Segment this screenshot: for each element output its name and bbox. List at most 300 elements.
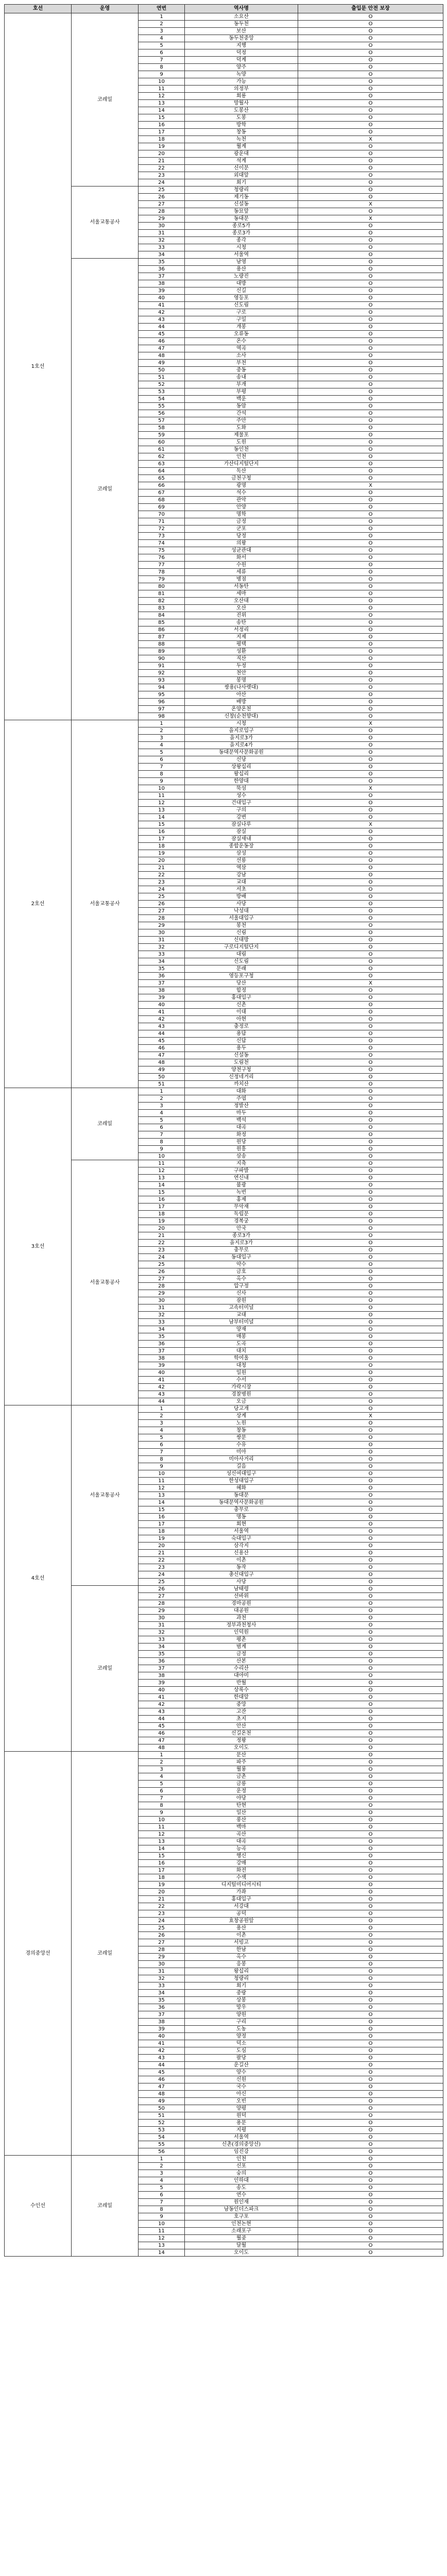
number-cell: 21 — [139, 865, 185, 872]
station-name-cell: 신길 — [185, 287, 298, 295]
door-safety-cell: O — [298, 749, 443, 756]
station-name-cell: 한성대입구 — [185, 1478, 298, 1485]
door-safety-cell: O — [298, 497, 443, 504]
station-name-cell: 간석 — [185, 410, 298, 417]
station-name-cell: 덕정 — [185, 49, 298, 57]
door-safety-cell: O — [298, 828, 443, 836]
door-safety-cell: O — [298, 1276, 443, 1283]
number-cell: 50 — [139, 1074, 185, 1081]
door-safety-cell: O — [298, 706, 443, 713]
station-name-cell: 서빙고 — [185, 1939, 298, 1946]
door-safety-cell: O — [298, 540, 443, 547]
station-name-cell: 상록수 — [185, 1687, 298, 1694]
station-name-cell: 선바위 — [185, 1593, 298, 1600]
door-safety-cell: O — [298, 2199, 443, 2206]
number-cell: 9 — [139, 71, 185, 78]
number-cell: 5 — [139, 749, 185, 756]
number-cell: 15 — [139, 1189, 185, 1196]
header-operator: 운영 — [72, 5, 139, 13]
operator-cell: 코레일 — [72, 1752, 139, 2156]
station-name-cell: 외대앞 — [185, 172, 298, 179]
station-name-cell: 오산대 — [185, 598, 298, 605]
station-name-cell: 신길온천 — [185, 1730, 298, 1737]
door-safety-cell: O — [298, 295, 443, 302]
station-name-cell: 잠실 — [185, 828, 298, 836]
station-name-cell: 아현 — [185, 1016, 298, 1023]
door-safety-cell: O — [298, 1860, 443, 1867]
door-safety-cell: O — [298, 879, 443, 886]
door-safety-cell: O — [298, 2055, 443, 2062]
number-cell: 41 — [139, 1377, 185, 1384]
number-cell: 54 — [139, 2134, 185, 2141]
number-cell: 40 — [139, 295, 185, 302]
station-name-cell: 의왕 — [185, 540, 298, 547]
station-name-cell: 시청 — [185, 720, 298, 727]
station-name-cell: 신림 — [185, 929, 298, 937]
door-safety-cell: O — [298, 2062, 443, 2069]
station-name-cell: 달월 — [185, 2242, 298, 2249]
number-cell: 48 — [139, 1059, 185, 1066]
number-cell: 6 — [139, 756, 185, 764]
station-name-cell: 월계 — [185, 143, 298, 150]
line-cell: 수인선 — [5, 2156, 72, 2257]
station-name-cell: 구일 — [185, 316, 298, 324]
station-name-cell: 숙대입구 — [185, 1535, 298, 1543]
door-safety-cell: O — [298, 114, 443, 122]
door-safety-cell: O — [298, 2105, 443, 2112]
number-cell: 7 — [139, 57, 185, 64]
number-cell: 5 — [139, 1434, 185, 1442]
door-safety-cell: O — [298, 1218, 443, 1225]
door-safety-cell: O — [298, 2040, 443, 2047]
door-safety-cell: O — [298, 1752, 443, 1759]
operator-cell: 코레일 — [72, 2156, 139, 2257]
door-safety-cell: O — [298, 1607, 443, 1615]
door-safety-cell: O — [298, 2076, 443, 2083]
number-cell: 11 — [139, 1160, 185, 1167]
station-name-cell: 도화 — [185, 425, 298, 432]
door-safety-cell: O — [298, 1052, 443, 1059]
station-name-cell: 보산 — [185, 28, 298, 35]
door-safety-cell: O — [298, 511, 443, 518]
number-cell: 43 — [139, 1708, 185, 1716]
number-cell: 24 — [139, 1918, 185, 1925]
station-name-cell: 병점 — [185, 576, 298, 583]
number-cell: 9 — [139, 1463, 185, 1470]
number-cell: 2 — [139, 1095, 185, 1103]
station-name-cell: 도곡 — [185, 1341, 298, 1348]
table-row — [5, 720, 443, 727]
door-safety-cell: O — [298, 1961, 443, 1968]
station-name-cell: 제물포 — [185, 432, 298, 439]
station-name-cell: 대화 — [185, 1088, 298, 1095]
station-name-cell: 동작 — [185, 1564, 298, 1571]
station-name-cell: 수색 — [185, 1874, 298, 1882]
door-safety-cell: O — [298, 287, 443, 295]
door-safety-cell: O — [298, 172, 443, 179]
station-name-cell: 소래포구 — [185, 2228, 298, 2235]
station-name-cell: 평촌 — [185, 1636, 298, 1643]
door-safety-cell: O — [298, 1485, 443, 1492]
station-name-cell: 독립문 — [185, 1211, 298, 1218]
station-door-table — [4, 4, 443, 2257]
door-safety-cell: O — [298, 1189, 443, 1196]
number-cell: 13 — [139, 1175, 185, 1182]
number-cell: 78 — [139, 569, 185, 576]
number-cell: 10 — [139, 1817, 185, 1824]
station-name-cell: 두정 — [185, 663, 298, 670]
station-name-cell: 서정리 — [185, 626, 298, 634]
door-safety-cell: O — [298, 886, 443, 893]
station-name-cell: 신용산 — [185, 1550, 298, 1557]
door-safety-cell: O — [298, 778, 443, 785]
number-cell: 11 — [139, 1824, 185, 1831]
station-name-cell: 독산 — [185, 468, 298, 475]
station-name-cell: 무악재 — [185, 1204, 298, 1211]
station-name-cell: 온수 — [185, 338, 298, 345]
station-name-cell: 홍대입구 — [185, 1896, 298, 1903]
door-safety-cell: O — [298, 663, 443, 670]
door-safety-cell: O — [298, 1066, 443, 1074]
door-safety-cell: O — [298, 1903, 443, 1910]
number-cell: 26 — [139, 1268, 185, 1276]
door-safety-cell: O — [298, 2026, 443, 2033]
station-name-cell: 세마 — [185, 590, 298, 598]
door-safety-cell: O — [298, 1622, 443, 1629]
number-cell: 20 — [139, 1543, 185, 1550]
door-safety-cell: O — [298, 1593, 443, 1600]
number-cell: 22 — [139, 872, 185, 879]
number-cell: 90 — [139, 655, 185, 663]
number-cell: 8 — [139, 771, 185, 778]
door-safety-cell: O — [298, 1867, 443, 1874]
number-cell: 16 — [139, 1514, 185, 1521]
number-cell: 39 — [139, 994, 185, 1002]
number-cell: 50 — [139, 367, 185, 374]
door-safety-cell: O — [298, 461, 443, 468]
number-cell: 17 — [139, 1867, 185, 1874]
number-cell: 29 — [139, 215, 185, 223]
number-cell: 48 — [139, 2091, 185, 2098]
door-safety-cell: O — [298, 1586, 443, 1593]
station-name-cell: 역삼 — [185, 865, 298, 872]
number-cell: 25 — [139, 1579, 185, 1586]
door-safety-cell: O — [298, 2156, 443, 2163]
number-cell: 1 — [139, 2156, 185, 2163]
door-safety-cell: O — [298, 1304, 443, 1312]
door-safety-cell: O — [298, 670, 443, 677]
station-name-cell: 사당 — [185, 1579, 298, 1586]
operator-cell: 서울교통공사 — [72, 1405, 139, 1586]
number-cell: 4 — [139, 35, 185, 42]
number-cell: 40 — [139, 1002, 185, 1009]
door-safety-cell: O — [298, 1571, 443, 1579]
number-cell: 55 — [139, 403, 185, 410]
number-cell: 15 — [139, 821, 185, 828]
station-name-cell: 경마공원 — [185, 1600, 298, 1607]
station-name-cell: 행신 — [185, 1853, 298, 1860]
door-safety-cell: O — [298, 1023, 443, 1030]
station-name-cell: 오이도 — [185, 1744, 298, 1752]
door-safety-cell: O — [298, 518, 443, 526]
number-cell: 65 — [139, 475, 185, 482]
door-safety-cell: O — [298, 1442, 443, 1449]
door-safety-cell: O — [298, 129, 443, 136]
station-name-cell: 팔당 — [185, 2055, 298, 2062]
number-cell: 29 — [139, 1954, 185, 1961]
station-name-cell: 안양 — [185, 504, 298, 511]
number-cell: 41 — [139, 2040, 185, 2047]
station-name-cell: 용답 — [185, 1030, 298, 1038]
number-cell: 46 — [139, 1045, 185, 1052]
number-cell: 14 — [139, 1845, 185, 1853]
number-cell: 94 — [139, 684, 185, 691]
station-name-cell: 공덕 — [185, 1910, 298, 1918]
station-name-cell: 을지로3가 — [185, 735, 298, 742]
number-cell: 6 — [139, 1788, 185, 1795]
number-cell: 38 — [139, 1355, 185, 1362]
station-name-cell: 소요산 — [185, 13, 298, 21]
station-name-cell: 명학 — [185, 511, 298, 518]
operator-cell: 서울교통공사 — [72, 187, 139, 259]
station-name-cell: 교대 — [185, 1312, 298, 1319]
station-name-cell: 화서 — [185, 554, 298, 562]
operator-cell: 코레일 — [72, 1586, 139, 1752]
door-safety-cell: O — [298, 901, 443, 908]
station-name-cell: 양정 — [185, 2033, 298, 2040]
station-name-cell: 방배 — [185, 893, 298, 901]
station-name-cell: 동인천 — [185, 446, 298, 453]
station-name-cell: 교대 — [185, 879, 298, 886]
station-name-cell: 양원 — [185, 2011, 298, 2019]
door-safety-cell: O — [298, 792, 443, 800]
number-cell: 44 — [139, 324, 185, 331]
door-safety-cell: O — [298, 1341, 443, 1348]
number-cell: 64 — [139, 468, 185, 475]
station-name-cell: 종합운동장 — [185, 843, 298, 850]
number-cell: 17 — [139, 1521, 185, 1528]
number-cell: 13 — [139, 100, 185, 107]
station-name-cell: 금호 — [185, 1268, 298, 1276]
door-safety-cell: O — [298, 1723, 443, 1730]
station-name-cell: 양재 — [185, 1326, 298, 1333]
number-cell: 10 — [139, 1153, 185, 1160]
door-safety-cell: O — [298, 381, 443, 388]
number-cell: 12 — [139, 93, 185, 100]
door-safety-cell: O — [298, 1131, 443, 1139]
station-name-cell: 서울역 — [185, 251, 298, 259]
station-name-cell: 도농 — [185, 2026, 298, 2033]
station-name-cell: 고잔 — [185, 1708, 298, 1716]
station-name-cell: 동대문역사문화공원 — [185, 749, 298, 756]
station-name-cell: 금릉 — [185, 1781, 298, 1788]
door-safety-cell: O — [298, 1932, 443, 1939]
station-name-cell: 동두천중앙 — [185, 35, 298, 42]
number-cell: 50 — [139, 2105, 185, 2112]
door-safety-cell: O — [298, 1492, 443, 1499]
station-name-cell: 아신 — [185, 2091, 298, 2098]
door-safety-cell: O — [298, 1009, 443, 1016]
door-safety-cell: O — [298, 439, 443, 446]
number-cell: 92 — [139, 670, 185, 677]
station-name-cell: 광운대 — [185, 150, 298, 158]
number-cell: 58 — [139, 425, 185, 432]
table-body — [5, 13, 443, 2257]
station-name-cell: 범계 — [185, 1643, 298, 1651]
door-safety-cell: O — [298, 576, 443, 583]
number-cell: 15 — [139, 1853, 185, 1860]
door-safety-cell: O — [298, 71, 443, 78]
number-cell: 32 — [139, 944, 185, 951]
station-name-cell: 선릉 — [185, 857, 298, 865]
station-name-cell: 대곡 — [185, 1124, 298, 1131]
door-safety-cell: O — [298, 1384, 443, 1391]
door-safety-cell: O — [298, 1312, 443, 1319]
number-cell: 43 — [139, 1023, 185, 1030]
station-name-cell: 삼성 — [185, 850, 298, 857]
number-cell: 29 — [139, 1290, 185, 1297]
station-name-cell: 숭의 — [185, 2170, 298, 2177]
station-name-cell: 용산 — [185, 1925, 298, 1932]
station-name-cell: 왕십리 — [185, 1968, 298, 1975]
door-safety-cell: O — [298, 1997, 443, 2004]
station-name-cell: 청량리 — [185, 187, 298, 194]
number-cell: 51 — [139, 374, 185, 381]
number-cell: 45 — [139, 1038, 185, 1045]
door-safety-cell: O — [298, 2033, 443, 2040]
station-name-cell: 개봉 — [185, 324, 298, 331]
station-name-cell: 구로디지털단지 — [185, 944, 298, 951]
number-cell: 24 — [139, 886, 185, 893]
station-name-cell: 호구포 — [185, 2213, 298, 2221]
number-cell: 34 — [139, 1326, 185, 1333]
station-name-cell: 부평 — [185, 388, 298, 396]
station-name-cell: 녹번 — [185, 1189, 298, 1196]
number-cell: 25 — [139, 1925, 185, 1932]
door-safety-cell: O — [298, 915, 443, 922]
number-cell: 22 — [139, 1557, 185, 1564]
station-name-cell: 길음 — [185, 1463, 298, 1470]
number-cell: 35 — [139, 965, 185, 973]
station-name-cell: 중앙 — [185, 1701, 298, 1708]
door-safety-cell: X — [298, 821, 443, 828]
number-cell: 37 — [139, 2011, 185, 2019]
door-safety-cell: X — [298, 785, 443, 792]
number-cell: 12 — [139, 1167, 185, 1175]
operator-cell: 코레일 — [72, 1088, 139, 1160]
station-name-cell: 명동 — [185, 1514, 298, 1521]
number-cell: 49 — [139, 2098, 185, 2105]
door-safety-cell: O — [298, 590, 443, 598]
number-cell: 3 — [139, 2170, 185, 2177]
number-cell: 29 — [139, 922, 185, 929]
number-cell: 25 — [139, 187, 185, 194]
door-safety-cell: O — [298, 1658, 443, 1665]
number-cell: 18 — [139, 1211, 185, 1218]
number-cell: 35 — [139, 259, 185, 266]
number-cell: 45 — [139, 331, 185, 338]
door-safety-cell: O — [298, 1845, 443, 1853]
operator-cell: 서울교통공사 — [72, 720, 139, 1088]
table-row — [5, 1088, 443, 1095]
station-name-cell: 당정 — [185, 533, 298, 540]
door-safety-cell: O — [298, 1550, 443, 1557]
number-cell: 43 — [139, 2055, 185, 2062]
station-name-cell: 금정 — [185, 1651, 298, 1658]
number-cell: 49 — [139, 360, 185, 367]
number-cell: 33 — [139, 244, 185, 251]
door-safety-cell: O — [298, 2019, 443, 2026]
number-cell: 40 — [139, 1687, 185, 1694]
door-safety-cell: O — [298, 1196, 443, 1204]
station-name-cell: 충정로 — [185, 1023, 298, 1030]
station-name-cell: 주엽 — [185, 1095, 298, 1103]
station-name-cell: 정부과천청사 — [185, 1622, 298, 1629]
station-name-cell: 대방 — [185, 280, 298, 287]
door-safety-cell: O — [298, 2083, 443, 2091]
station-name-cell: 디지털미디어시티 — [185, 1882, 298, 1889]
station-name-cell: 이촌 — [185, 1932, 298, 1939]
door-safety-cell: X — [298, 201, 443, 208]
door-safety-cell: O — [298, 1759, 443, 1766]
door-safety-cell: O — [298, 1896, 443, 1903]
door-safety-cell: O — [298, 396, 443, 403]
door-safety-cell: O — [298, 1059, 443, 1066]
number-cell: 59 — [139, 432, 185, 439]
number-cell: 17 — [139, 1204, 185, 1211]
door-safety-cell: O — [298, 1124, 443, 1131]
door-safety-cell: O — [298, 1672, 443, 1680]
station-name-cell: 방학 — [185, 122, 298, 129]
station-name-cell: 일산 — [185, 1809, 298, 1817]
number-cell: 23 — [139, 1564, 185, 1571]
number-cell: 47 — [139, 1737, 185, 1744]
number-cell: 37 — [139, 980, 185, 987]
door-safety-cell: O — [298, 2170, 443, 2177]
door-safety-cell: O — [298, 1579, 443, 1586]
station-name-cell: 총신대입구 — [185, 1571, 298, 1579]
number-cell: 12 — [139, 1485, 185, 1492]
door-safety-cell: O — [298, 2213, 443, 2221]
number-cell: 38 — [139, 280, 185, 287]
station-name-cell: 대청 — [185, 1362, 298, 1369]
number-cell: 25 — [139, 893, 185, 901]
door-safety-cell: O — [298, 1687, 443, 1694]
station-name-cell: 종로5가 — [185, 223, 298, 230]
number-cell: 39 — [139, 1362, 185, 1369]
door-safety-cell: O — [298, 1506, 443, 1514]
door-safety-cell: O — [298, 1543, 443, 1550]
number-cell: 13 — [139, 1492, 185, 1499]
door-safety-cell: O — [298, 2242, 443, 2249]
door-safety-cell: O — [298, 1030, 443, 1038]
door-safety-cell: O — [298, 158, 443, 165]
number-cell: 14 — [139, 814, 185, 821]
door-safety-cell: O — [298, 21, 443, 28]
door-safety-cell: O — [298, 208, 443, 215]
number-cell: 17 — [139, 129, 185, 136]
door-safety-cell: O — [298, 554, 443, 562]
door-safety-cell: O — [298, 1824, 443, 1831]
number-cell: 32 — [139, 1975, 185, 1982]
station-name-cell: 수서 — [185, 1377, 298, 1384]
number-cell: 82 — [139, 598, 185, 605]
door-safety-cell: O — [298, 468, 443, 475]
number-cell: 35 — [139, 1997, 185, 2004]
door-safety-cell: O — [298, 1535, 443, 1543]
number-cell: 35 — [139, 1651, 185, 1658]
door-safety-cell: O — [298, 1254, 443, 1261]
